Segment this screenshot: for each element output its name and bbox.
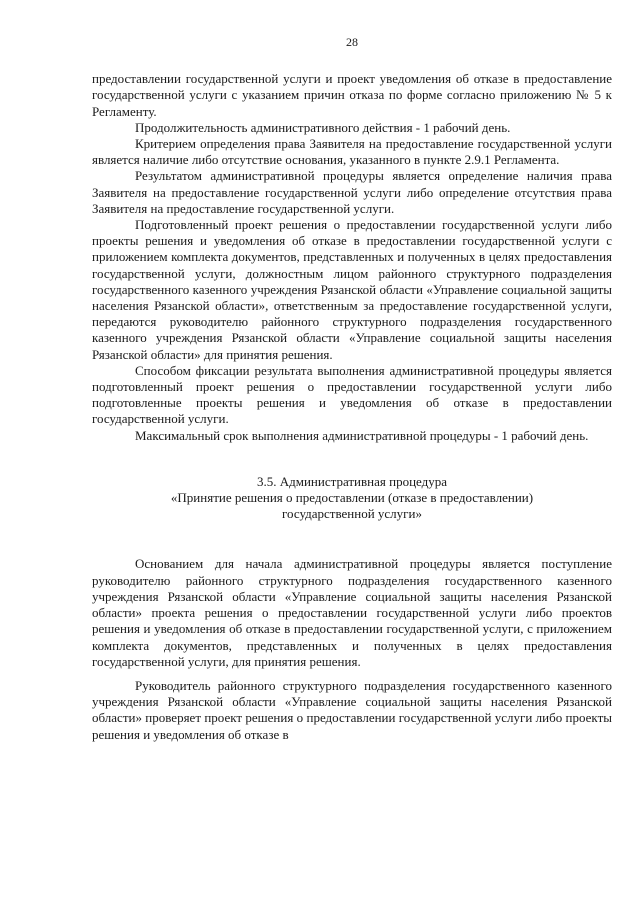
paragraph-continuation: предоставлении государственной услуги и проект уведомления об отказе в предоставление государственной услуги с указанием причин отказа по форме согласно приложению № 5 к Регламенту. (92, 71, 612, 119)
paragraph-fixation-method: Способом фиксации результата выполнения административной процедуры является подготовленный проект решения о предоставлении государственной услуги либо подготовленные проекты решения и уведомления об отказе в предоставлении государственной услуги. (92, 362, 612, 427)
paragraph-duration: Продолжительность административного действия - 1 рабочий день. (135, 119, 511, 135)
paragraph-prepared-draft: Подготовленный проект решения о предоставлении государственной услуги либо проекты решения и уведомления об отказе в предоставлении государственной услуги с приложением комплекта документов, представленных и полученных в целях предоставления государственной услуги, должностным лицом районного структурного подразделения государственного казенного учреждения Рязанской области «Управление социальной защиты населения Рязанской области», ответственным за предоставление государственной услуги, передаются руководителю районного структурного подразделения государственного казенного учреждения Рязанской области «Управление социальной защиты населения Рязанской области» для принятия решения. (92, 217, 612, 362)
section-heading-line-3: государственной услуги» (282, 506, 422, 522)
section-heading-line-2: «Принятие решения о предоставлении (отказе в предоставлении) (170, 490, 534, 506)
section-heading (92, 474, 612, 523)
paragraph-result: Результатом административной процедуры является определение наличия права Заявителя на предоставление государственной услуги либо определение отсутствия права Заявителя на предоставление государственной услуги. (92, 168, 612, 216)
paragraph-basis: Основанием для начала административной процедуры является поступление руководителю районного структурного подразделения государственного казенного учреждения Рязанской области «Управление социальной защиты населения Рязанской области» проекта решения о предоставлении государственной услуги либо проектов решения и уведомления об отказе в предоставлении государственной услуги, с приложением комплекта документов, представленных и полученных в целях предоставления государственной услуги, для принятия решения. (92, 556, 612, 669)
section-heading-line-1: 3.5. Административная процедура (256, 473, 448, 489)
paragraph-criterion: Критерием определения права Заявителя на предоставление государственной услуги является наличие либо отсутствие основания, указанного в пункте 2.9.1 Регламента. (92, 136, 612, 168)
page-number: 28 (346, 35, 358, 49)
paragraph-head-checks: Руководитель районного структурного подразделения государственного казенного учреждения Рязанской области «Управление социальной защиты населения Рязанской области» проверяет проект решения о предоставлении государственной услуги либо проекты решения и уведомления об отказе в (92, 677, 612, 742)
paragraph-max-term: Максимальный срок выполнения административной процедуры - 1 рабочий день. (135, 427, 589, 443)
